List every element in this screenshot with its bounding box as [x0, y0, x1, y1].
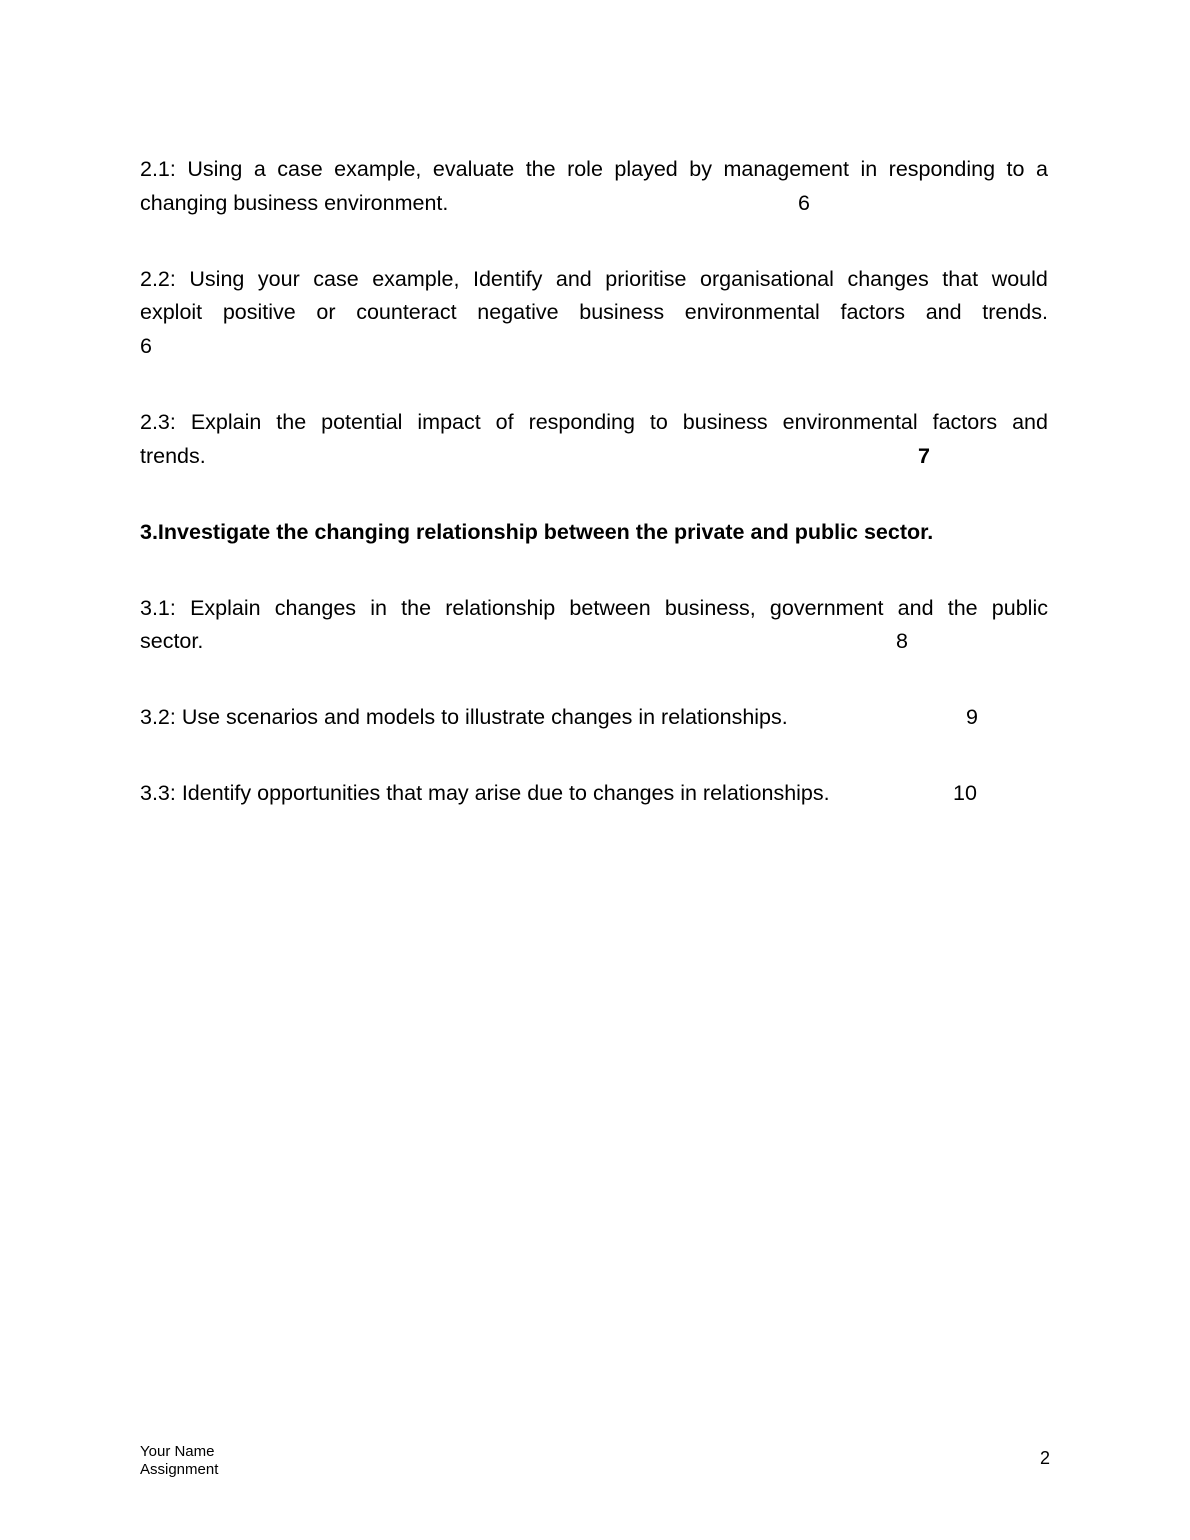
- word: negative: [477, 300, 559, 324]
- word: your: [257, 267, 300, 291]
- word: factors: [932, 410, 998, 434]
- word: Explain: [190, 410, 262, 434]
- word: and: [1012, 410, 1048, 434]
- question-3-2-text: 3.2: Use scenarios and models to illustrate changes in relationships.: [140, 705, 788, 729]
- word: responding: [888, 157, 996, 181]
- word: public: [991, 596, 1048, 620]
- word: factors: [840, 300, 906, 324]
- word: and: [925, 300, 962, 324]
- word: organisational: [700, 267, 834, 291]
- word: example,: [334, 157, 422, 181]
- word: prioritise: [605, 267, 687, 291]
- word: trends.: [982, 300, 1048, 324]
- word: case: [313, 267, 359, 291]
- question-3-1-line-1: [140, 596, 1048, 620]
- page-number: 2: [1040, 1448, 1051, 1468]
- question-2-2-line-2: [140, 300, 1048, 324]
- word: and: [897, 596, 934, 620]
- question-2-2-line-1: [140, 267, 1048, 291]
- question-2-1-line-2: changing business environment.: [140, 191, 449, 215]
- footer-label: Assignment: [140, 1461, 219, 1478]
- question-2-1-marks: 6: [798, 191, 810, 215]
- word: case: [277, 157, 323, 181]
- word: positive: [222, 300, 296, 324]
- question-2-2-marks: 6: [140, 334, 152, 358]
- word: 2.3:: [140, 410, 176, 434]
- question-2-3-marks: 7: [918, 444, 930, 468]
- question-3-3-text: 3.3: Identify opportunities that may arise due to changes in relationships.: [140, 781, 830, 805]
- footer-name: Your Name: [140, 1443, 215, 1460]
- word: changes: [274, 596, 357, 620]
- question-3-1-marks: 8: [896, 629, 908, 653]
- section-3-heading: 3.Investigate the changing relationship between the private and public sector.: [140, 520, 934, 544]
- word: of: [495, 410, 514, 434]
- word: played: [614, 157, 678, 181]
- word: the: [947, 596, 978, 620]
- word: 3.1:: [140, 596, 176, 620]
- word: business,: [664, 596, 756, 620]
- word: Using: [187, 157, 243, 181]
- word: environmental: [782, 410, 918, 434]
- word: impact: [417, 410, 481, 434]
- word: or: [316, 300, 336, 324]
- question-2-3-line-2: trends.: [140, 444, 206, 468]
- question-2-1-line-1: [140, 157, 1048, 181]
- question-3-2-marks: 9: [966, 705, 978, 729]
- word: the: [401, 596, 432, 620]
- word: a: [1035, 157, 1048, 181]
- word: in: [860, 157, 878, 181]
- word: and: [555, 267, 592, 291]
- word: Identify: [473, 267, 543, 291]
- word: Using: [189, 267, 245, 291]
- word: government: [769, 596, 884, 620]
- question-3-3-marks: 10: [953, 781, 977, 805]
- word: the: [276, 410, 307, 434]
- word: in: [370, 596, 387, 620]
- word: business: [682, 410, 768, 434]
- word: counteract: [356, 300, 457, 324]
- word: to: [649, 410, 668, 434]
- word: exploit: [140, 300, 203, 324]
- question-2-3-line-1: [140, 410, 1048, 434]
- word: relationship: [445, 596, 556, 620]
- word: Explain: [190, 596, 261, 620]
- word: role: [567, 157, 603, 181]
- word: environmental: [684, 300, 820, 324]
- word: 2.1:: [140, 157, 176, 181]
- question-3-1-line-2: sector.: [140, 629, 204, 653]
- word: example,: [372, 267, 460, 291]
- word: changes: [847, 267, 929, 291]
- word: management: [723, 157, 849, 181]
- word: by: [689, 157, 712, 181]
- word: would: [991, 267, 1048, 291]
- word: 2.2:: [140, 267, 176, 291]
- word: business: [579, 300, 665, 324]
- word: between: [569, 596, 651, 620]
- word: evaluate: [432, 157, 515, 181]
- word: potential: [321, 410, 403, 434]
- word: to: [1006, 157, 1025, 181]
- word: a: [253, 157, 266, 181]
- word: that: [942, 267, 979, 291]
- word: responding: [528, 410, 635, 434]
- word: the: [525, 157, 556, 181]
